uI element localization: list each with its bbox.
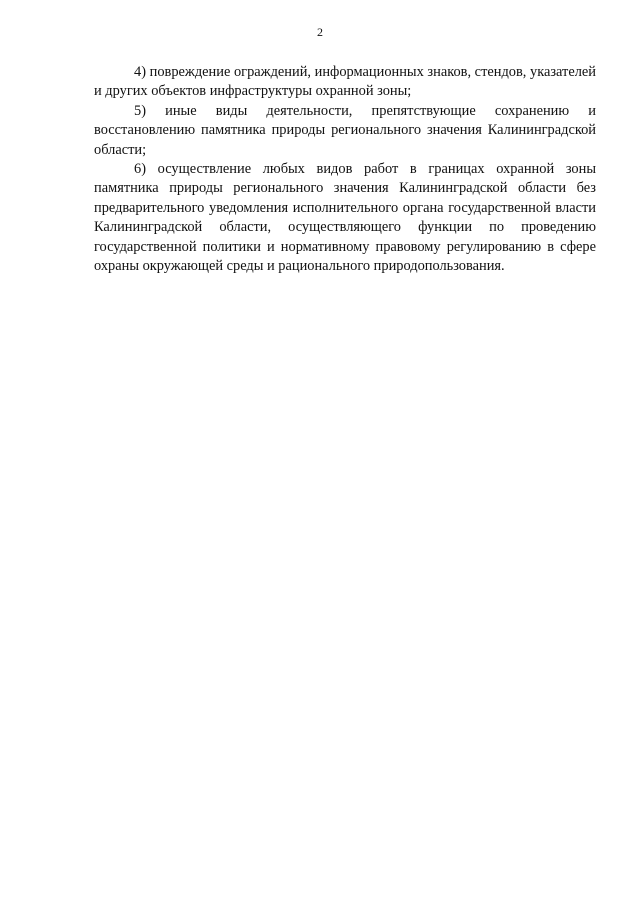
list-item-5: 5) иные виды деятельности, препятствующие сохранению и восстановлению памятника природы регионального значения Калининградской области; [94,102,596,158]
list-item-6: 6) осуществление любых видов работ в границах охранной зоны памятника природы регионального значения Калининградской области без предварительного уведомления исполнительного органа государственной власти Калининградской области, осуществляющего функции по проведению государственной политики и нормативному правовому регулированию в сфере охраны окружающей среды и рационального природопользования. [94,161,596,275]
document-body [94,63,596,276]
list-item-4: 4) повреждение ограждений, информационных знаков, стендов, указателей и других объектов инфраструктуры охранной зоны; [94,64,596,100]
page-number: 2 [317,25,323,39]
